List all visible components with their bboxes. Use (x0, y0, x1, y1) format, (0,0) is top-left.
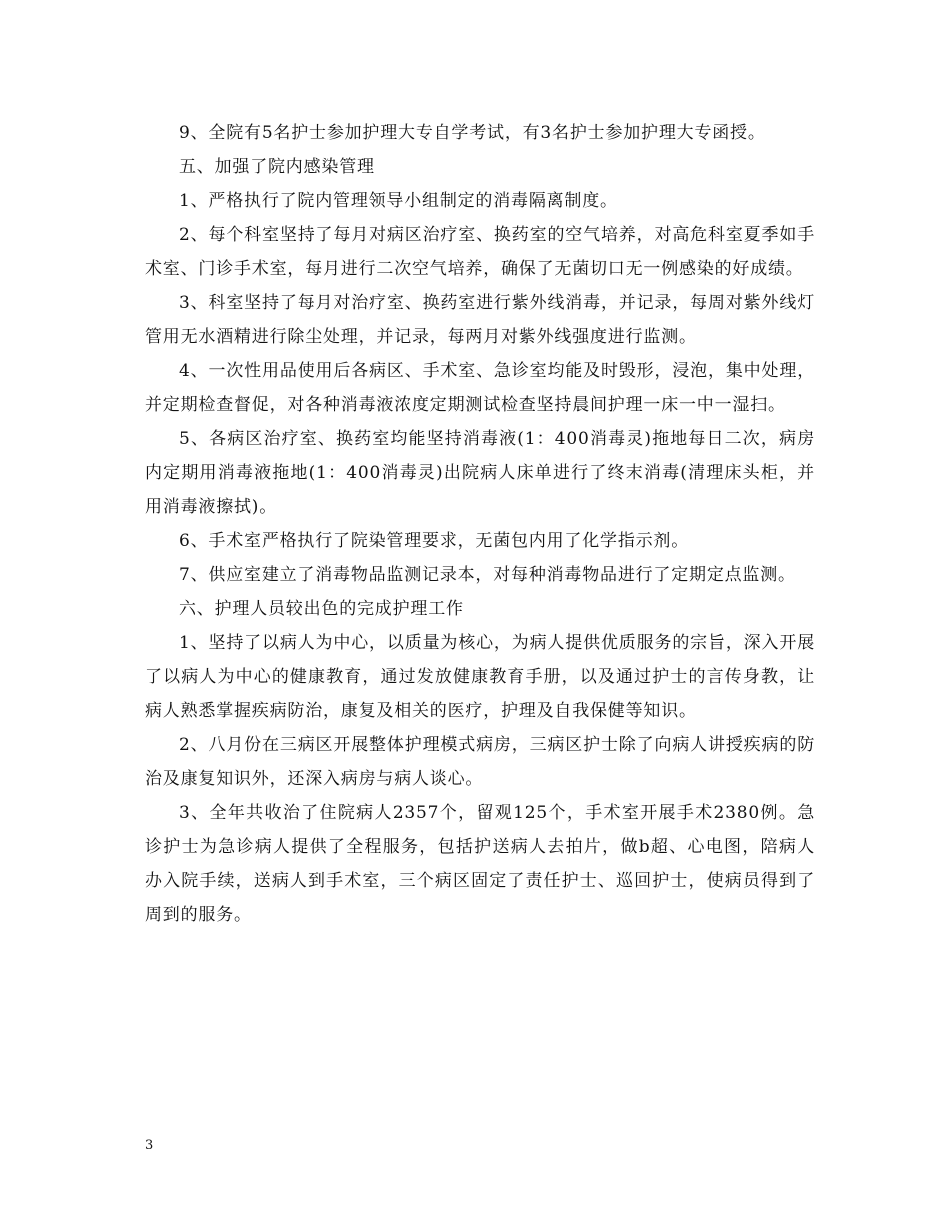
paragraph-patient-centered: 1、坚持了以病人为中心，以质量为核心，为病人提供优质服务的宗旨，深入开展了以病人为中心的健康教育，通过发放健康教育手册，以及通过护士的言传身教，让病人熟悉掌握疾病防治，康复及相关的医疗，护理及自我保健等知识。 (145, 633, 815, 721)
section-heading-nursing-work: 六、护理人员较出色的完成护理工作 (179, 599, 464, 619)
paragraph-floor-disinfection: 5、各病区治疗室、换药室均能坚持消毒液(1：400消毒灵)拖地每日二次，病房内定期用消毒液拖地(1：400消毒灵)出院病人床单进行了终末消毒(清理床头柜，并用消毒液擦拭)。 (145, 429, 815, 517)
paragraph-annual-statistics: 3、全年共收治了住院病人2357个，留观125个，手术室开展手术2380例。急诊护士为急诊病人提供了全程服务，包括护送病人去拍片，做b超、心电图，陪病人办入院手续，送病人到手术室，三个病区固定了责任护士、巡回护士，使病员得到了周到的服务。 (145, 803, 815, 925)
section-heading-infection-control: 五、加强了院内感染管理 (179, 157, 375, 177)
paragraph-disinfection-system: 1、严格执行了院内管理领导小组制定的消毒隔离制度。 (179, 191, 618, 211)
paragraph-holistic-care: 2、八月份在三病区开展整体护理模式病房，三病区护士除了向病人讲授疾病的防治及康复知识外，还深入病房与病人谈心。 (145, 735, 815, 789)
page-number: 3 (145, 1138, 154, 1153)
paragraph-air-culture: 2、每个科室坚持了每月对病区治疗室、换药室的空气培养，对高危科室夏季如手术室、门诊手术室，每月进行二次空气培养，确保了无菌切口无一例感染的好成绩。 (145, 225, 815, 279)
paragraph-operating-room: 6、手术室严格执行了院染管理要求，无菌包内用了化学指示剂。 (179, 531, 690, 551)
paragraph-item-9-exam: 9、全院有5名护士参加护理大专自学考试，有3名护士参加护理大专函授。 (179, 123, 766, 143)
paragraph-supply-room: 7、供应室建立了消毒物品监测记录本，对每种消毒物品进行了定期定点监测。 (179, 565, 796, 585)
paragraph-disposable-items: 4、一次性用品使用后各病区、手术室、急诊室均能及时毁形，浸泡，集中处理，并定期检查督促，对各种消毒液浓度定期测试检查坚持晨间护理一床一中一湿扫。 (145, 361, 815, 415)
paragraph-uv-disinfection: 3、科室坚持了每月对治疗室、换药室进行紫外线消毒，并记录，每周对紫外线灯管用无水酒精进行除尘处理，并记录，每两月对紫外线强度进行监测。 (145, 293, 815, 347)
document-body (145, 116, 815, 932)
